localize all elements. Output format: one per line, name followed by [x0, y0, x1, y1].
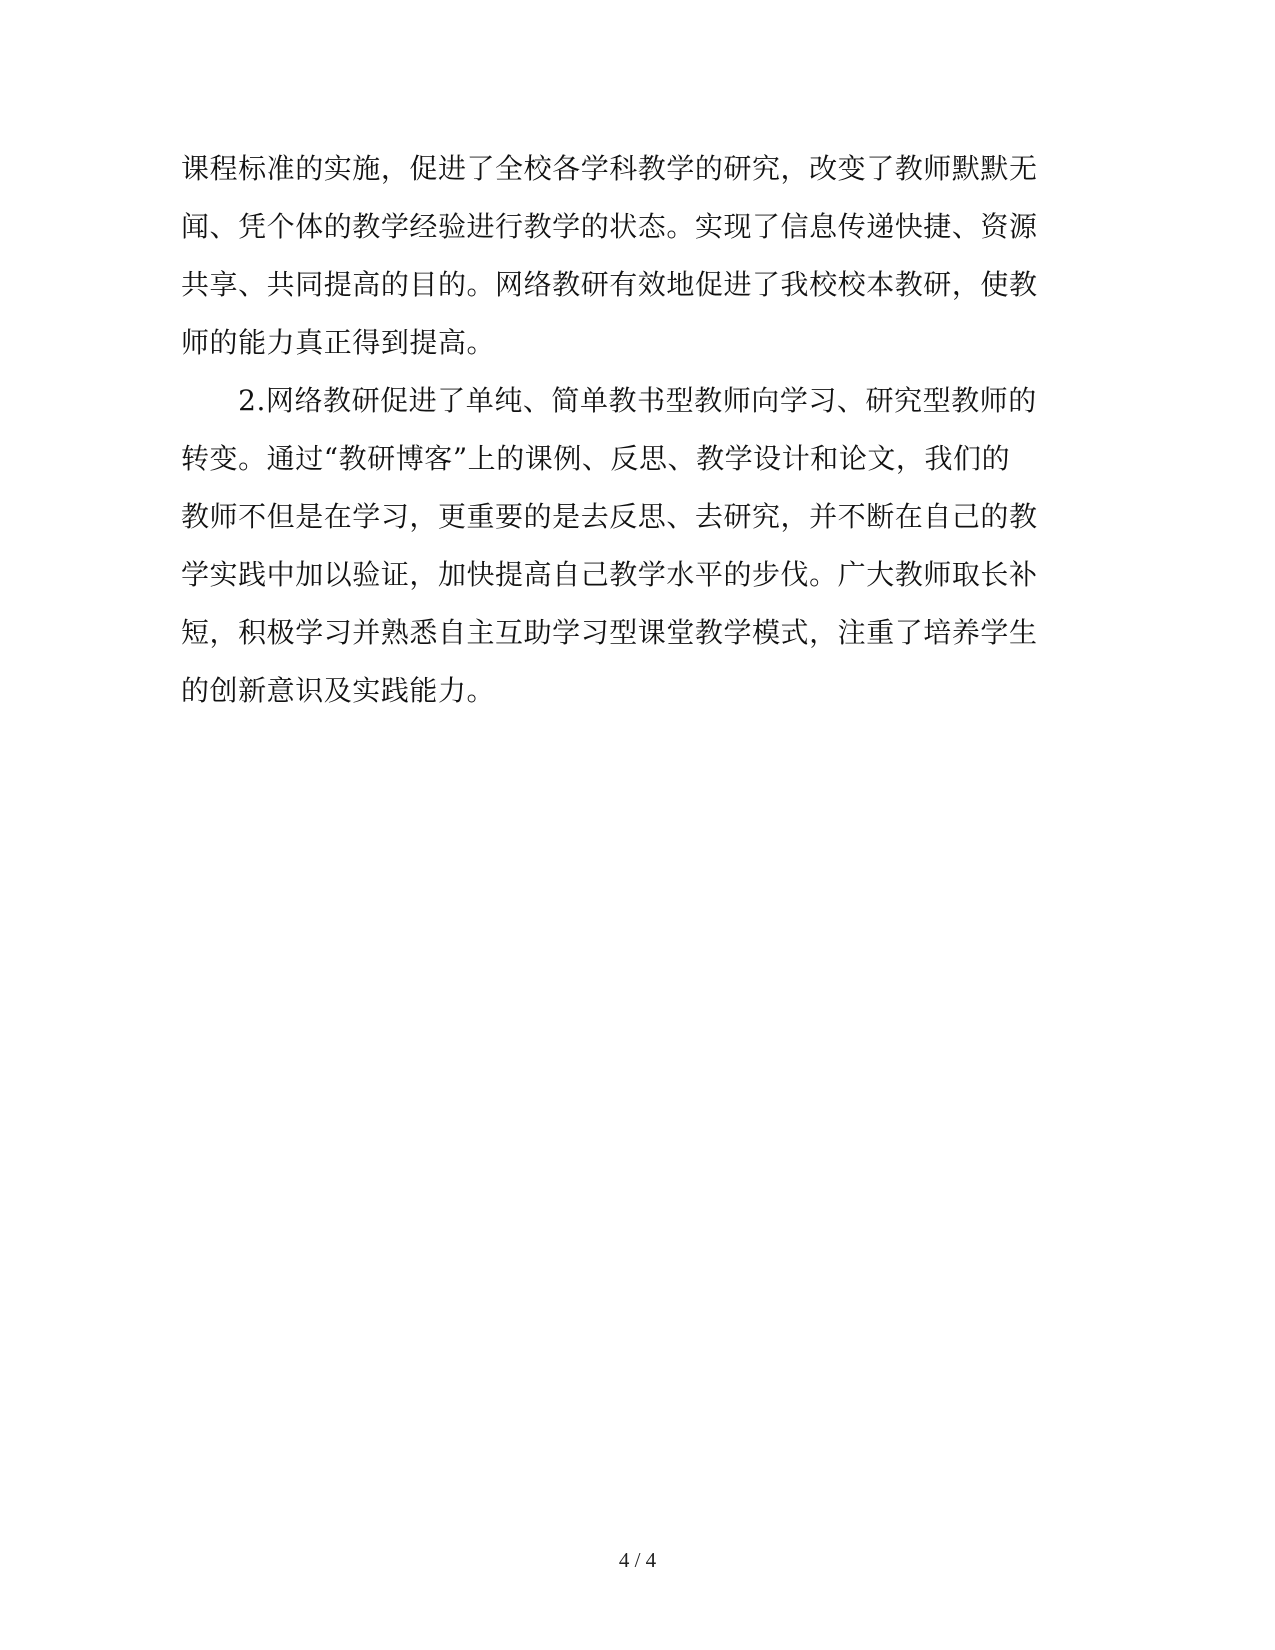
- text-line-4: 师的能力真正得到提高。: [181, 326, 496, 359]
- text-line-1: 课程标准的实施，促进了全校各学科教学的研究，改变了教师默默无: [181, 152, 1038, 185]
- page-number: 4 / 4: [618, 1548, 657, 1572]
- text-line-8: 学实践中加以验证，加快提高自己教学水平的步伐。广大教师取长补: [181, 558, 1038, 591]
- text-line-10: 的创新意识及实践能力。: [181, 674, 496, 707]
- text-line-5: 2.网络教研促进了单纯、简单教书型教师向学习、研究型教师的: [181, 384, 1037, 417]
- text-line-2: 闻、凭个体的教学经验进行教学的状态。实现了信息传递快捷、资源: [181, 210, 1038, 243]
- text-line-6: 转变。通过“教研博客”上的课例、反思、教学设计和论文，我们的: [181, 442, 1011, 475]
- text-line-9: 短，积极学习并熟悉自主互助学习型课堂教学模式，注重了培养学生: [181, 616, 1038, 649]
- text-line-3: 共享、共同提高的目的。网络教研有效地促进了我校校本教研，使教: [181, 268, 1038, 301]
- body-text: [181, 140, 1081, 720]
- text-line-7: 教师不但是在学习，更重要的是去反思、去研究，并不断在自己的教: [181, 500, 1038, 533]
